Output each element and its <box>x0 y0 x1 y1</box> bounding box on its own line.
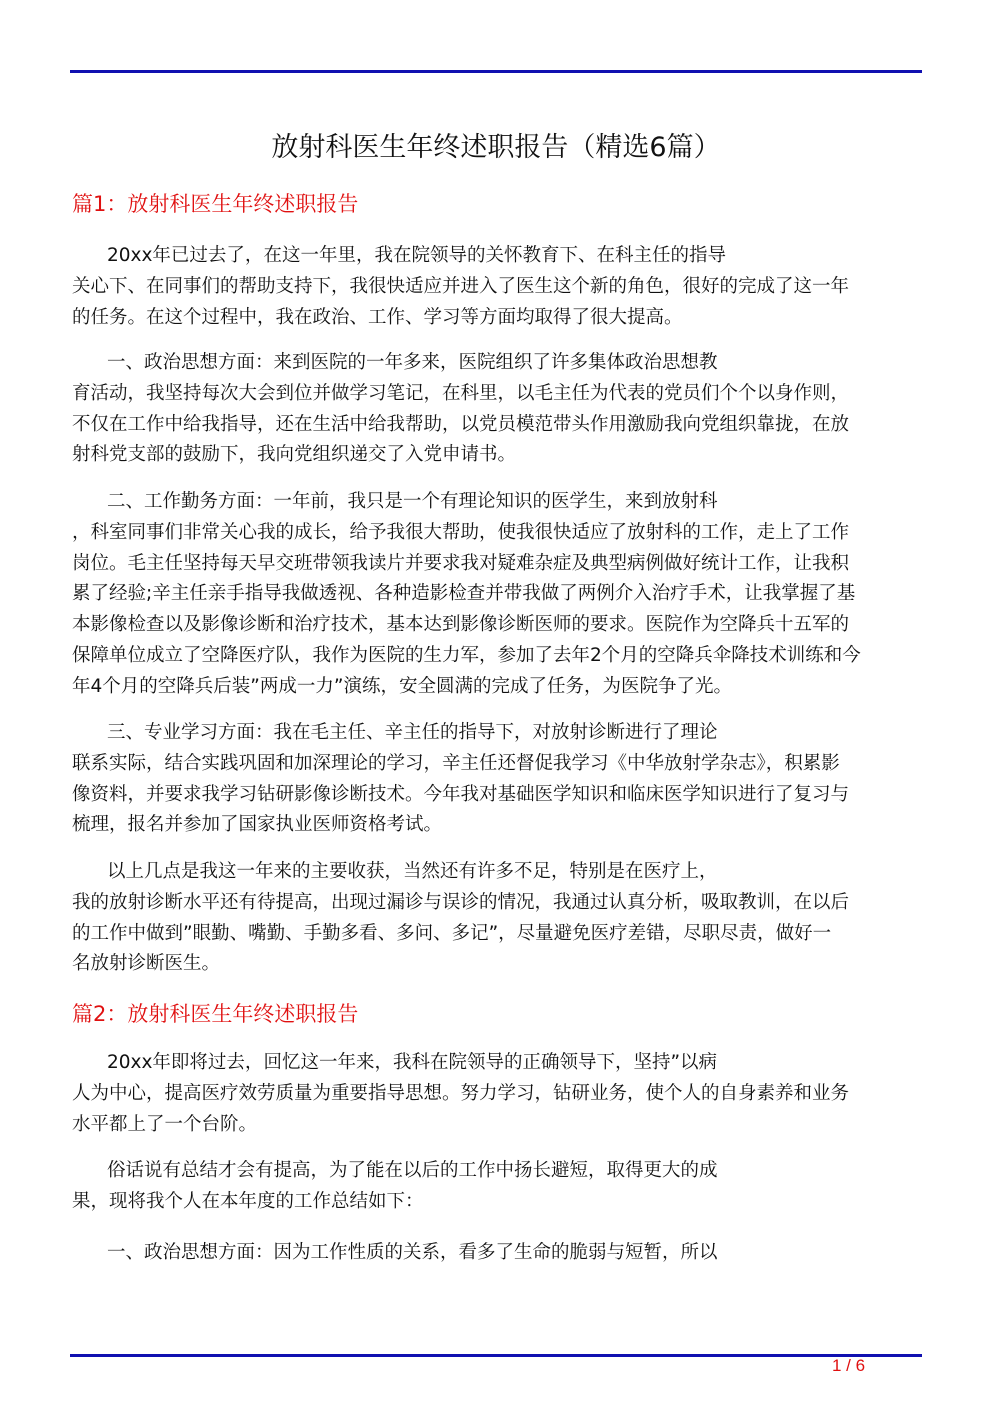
paragraph-line: ，科室同事们非常关心我的成长，给予我很大帮助，使我很快适应了放射科的工作，走上了工作 <box>72 521 850 543</box>
paragraph <box>72 718 917 841</box>
paragraph-line: 像资料，并要求我学习钻研影像诊断技术。今年我对基础医学知识和临床医学知识进行了复习与 <box>72 783 850 805</box>
paragraph-line: 二、工作勤务方面：一年前，我只是一个有理论知识的医学生，来到放射科 <box>107 491 718 512</box>
paragraph <box>72 1156 917 1218</box>
paragraph-line: 20xx年已过去了，在这一年里，我在院领导的关怀教育下、在科主任的指导 <box>107 245 726 266</box>
page-number: 1 / 6 <box>832 1356 866 1375</box>
paragraph-line: 育活动，我坚持每次大会到位并做学习笔记，在科里，以毛主任为代表的党员们个个以身作则， <box>72 382 850 404</box>
paragraph-line: 累了经验;辛主任亲手指导我做透视、各种造影检查并带我做了两例介入治疗手术，让我掌握了基 <box>72 583 856 605</box>
paragraph-line: 保障单位成立了空降医疗队，我作为医院的生力军，参加了去年2个月的空降兵伞降技术训练和今 <box>72 644 861 666</box>
paragraph-line: 人为中心，提高医疗效劳质量为重要指导思想。努力学习，钻研业务，使个人的自身素养和业务 <box>72 1082 850 1104</box>
paragraph <box>72 857 917 980</box>
paragraph-line: 梳理，报名并参加了国家执业医师资格考试。 <box>72 814 443 836</box>
paragraph-line: 年4个月的空降兵后装”两成一力”演练，安全圆满的完成了任务，为医院争了光。 <box>72 675 732 697</box>
paragraph-line: 我的放射诊断水平还有待提高，出现过漏诊与误诊的情况，我通过认真分析，吸取教训，在以后 <box>72 891 850 913</box>
paragraph-line: 一、政治思想方面：来到医院的一年多来，医院组织了许多集体政治思想教 <box>107 352 718 373</box>
section-heading: 篇1：放射科医生年终述职报告 <box>72 192 359 216</box>
paragraph-line: 名放射诊断医生。 <box>72 953 221 975</box>
paragraph-line: 本影像检查以及影像诊断和治疗技术，基本达到影像诊断医师的要求。医院作为空降兵十五军的 <box>72 614 850 636</box>
paragraph-line: 三、专业学习方面：我在毛主任、辛主任的指导下，对放射诊断进行了理论 <box>107 722 718 743</box>
paragraph <box>72 348 917 471</box>
paragraph <box>72 1238 917 1269</box>
header-rule <box>70 70 922 73</box>
paragraph-line: 岗位。毛主任坚持每天早交班带领我读片并要求我对疑难杂症及典型病例做好统计工作，让我积 <box>72 552 850 574</box>
paragraph-line: 果，现将我个人在本年度的工作总结如下： <box>72 1190 424 1212</box>
paragraph-line: 一、政治思想方面：因为工作性质的关系，看多了生命的脆弱与短暂，所以 <box>107 1242 718 1263</box>
paragraph <box>72 241 917 333</box>
section-heading: 篇2：放射科医生年终述职报告 <box>72 1002 359 1026</box>
paragraph-line: 的任务。在这个过程中，我在政治、工作、学习等方面均取得了很大提高。 <box>72 306 683 328</box>
paragraph-line: 联系实际，结合实践巩固和加深理论的学习，辛主任还督促我学习《中华放射学杂志》，积累影 <box>72 752 840 774</box>
document-title: 放射科医生年终述职报告（精选6篇） <box>271 132 721 163</box>
paragraph-line: 不仅在工作中给我指导，还在生活中给我帮助，以党员模范带头作用激励我向党组织靠拢，在放 <box>72 413 850 435</box>
paragraph <box>72 487 917 703</box>
paragraph-line: 以上几点是我这一年来的主要收获，当然还有许多不足，特别是在医疗上， <box>107 861 718 882</box>
paragraph <box>72 1048 917 1140</box>
paragraph-line: 20xx年即将过去，回忆这一年来，我科在院领导的正确领导下，坚持”以病 <box>107 1052 718 1073</box>
paragraph-line: 射科党支部的鼓励下，我向党组织递交了入党申请书。 <box>72 444 517 466</box>
paragraph-line: 俗话说有总结才会有提高，为了能在以后的工作中扬长避短，取得更大的成 <box>107 1160 718 1181</box>
paragraph-line: 关心下、在同事们的帮助支持下，我很快适应并进入了医生这个新的角色，很好的完成了这一年 <box>72 275 850 297</box>
paragraph-line: 的工作中做到”眼勤、嘴勤、手勤多看、多问、多记”，尽量避免医疗差错，尽职尽责，做好一 <box>72 922 832 944</box>
footer-rule <box>70 1354 922 1357</box>
paragraph-line: 水平都上了一个台阶。 <box>72 1113 258 1135</box>
